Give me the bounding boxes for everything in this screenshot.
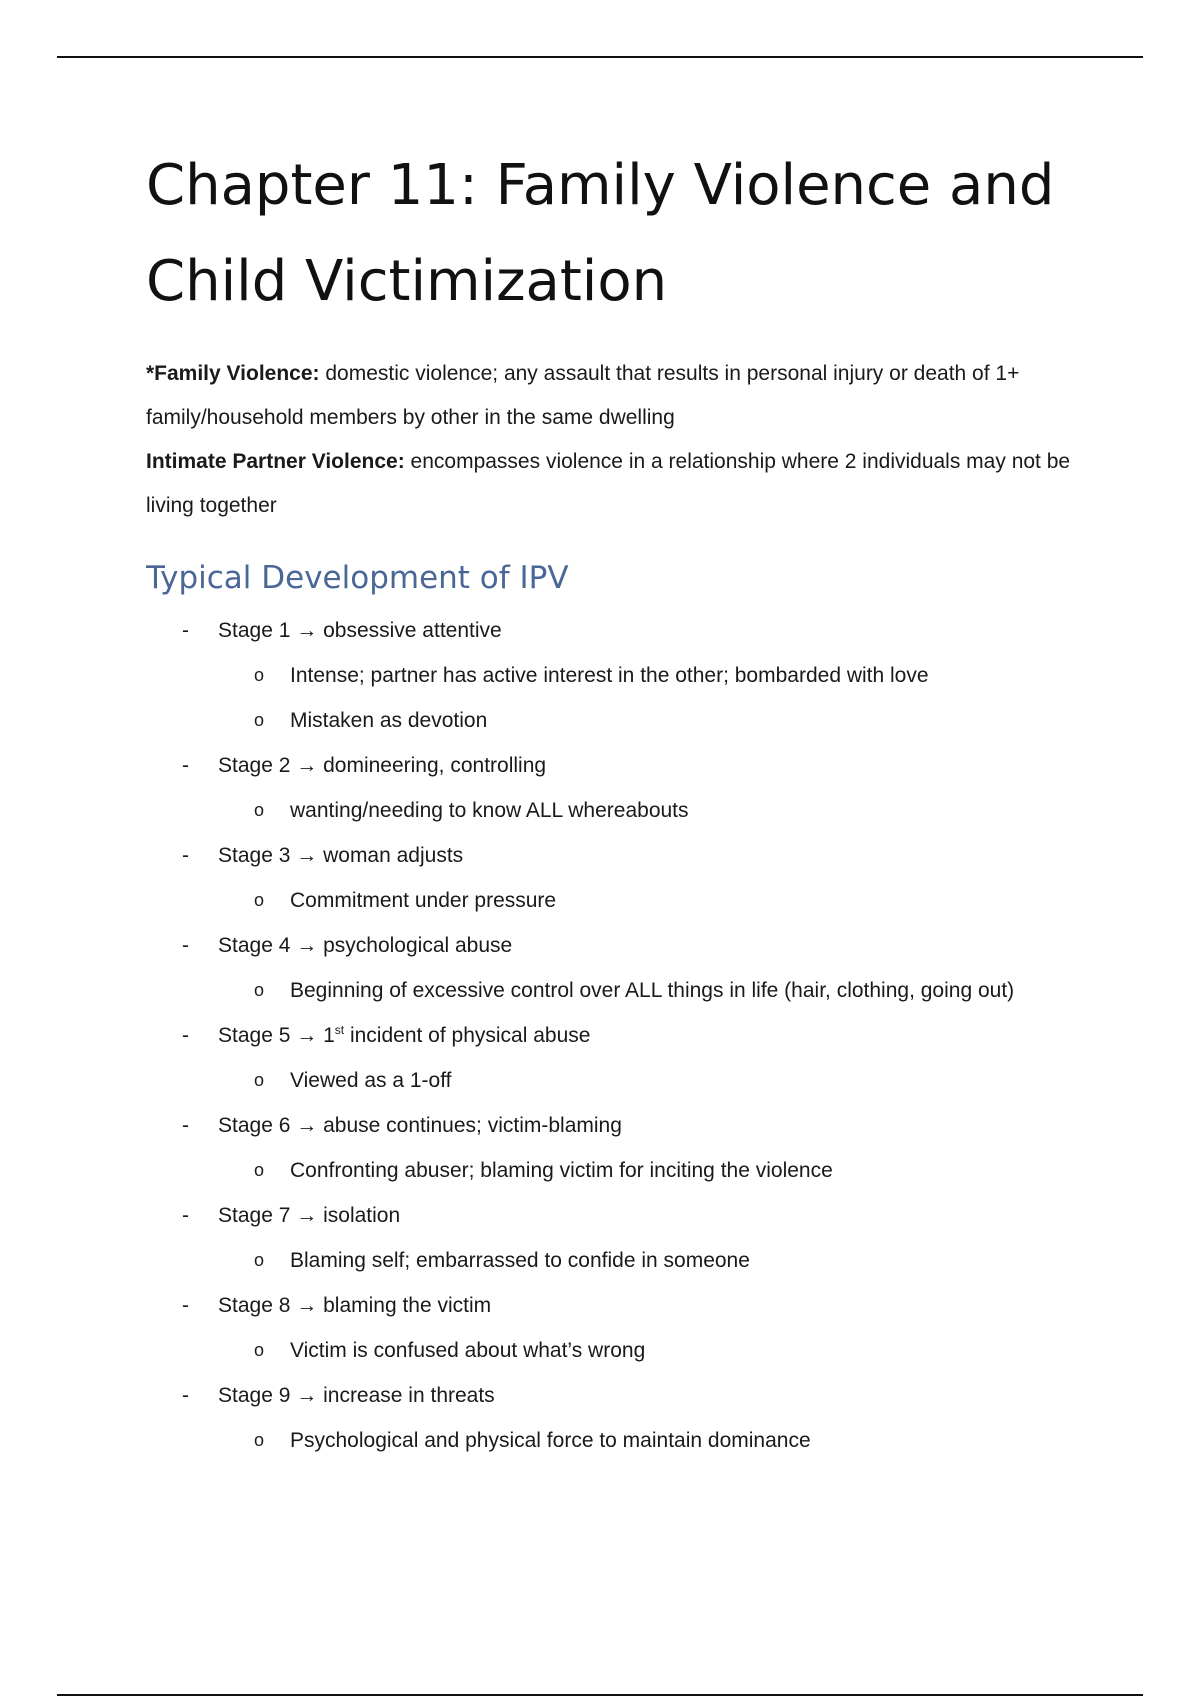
- dash-bullet: -: [182, 754, 189, 777]
- subpoint-text: Confronting abuser; blaming victim for inciting the violence: [290, 1159, 833, 1182]
- subpoint-item: [218, 878, 1106, 923]
- stage-description: increase in threats: [323, 1384, 495, 1407]
- dash-bullet: -: [182, 1294, 189, 1317]
- page-title: [146, 138, 1106, 330]
- circle-bullet-icon: o: [254, 1430, 265, 1450]
- arrow-right-icon: →: [296, 619, 318, 642]
- stage-subpoints: [218, 1148, 1106, 1193]
- arrow-right-icon: →: [296, 1294, 318, 1317]
- stage-subpoints: [218, 1328, 1106, 1373]
- stage-item: [146, 923, 1106, 1013]
- subpoint-item: [218, 1058, 1106, 1103]
- stage-item: [146, 1013, 1106, 1103]
- stage-subpoints: [218, 1058, 1106, 1103]
- stage-label: Stage 9: [218, 1384, 291, 1407]
- stage-item: [146, 1283, 1106, 1373]
- title-line-2: Child Victimization: [146, 249, 668, 314]
- stage-description: incident of physical abuse: [344, 1024, 591, 1047]
- definition-text: encompasses violence in a relationship where 2 individuals may not be living together: [146, 450, 1071, 517]
- arrow-right-icon: →: [296, 1384, 318, 1407]
- definition-term: *Family Violence:: [146, 362, 320, 385]
- arrow-right-icon: →: [296, 1114, 318, 1137]
- dash-bullet: -: [182, 844, 189, 867]
- stage-description: woman adjusts: [323, 844, 464, 867]
- definition-family-violence: [146, 352, 1106, 440]
- stage-label: Stage 2: [218, 754, 291, 777]
- subpoint-item: [218, 968, 1106, 1013]
- stage-description: abuse continues; victim-blaming: [323, 1114, 622, 1137]
- stage-item: [146, 1193, 1106, 1283]
- circle-bullet-icon: o: [254, 1340, 265, 1360]
- stage-subpoints: [218, 1238, 1106, 1283]
- stage-label: Stage 8: [218, 1294, 291, 1317]
- stage-label: Stage 1: [218, 619, 291, 642]
- circle-bullet-icon: o: [254, 1070, 265, 1090]
- subpoint-text: wanting/needing to know ALL whereabouts: [290, 799, 689, 822]
- stage-item: [146, 833, 1106, 923]
- subpoint-item: [218, 698, 1106, 743]
- stage-description: isolation: [323, 1204, 401, 1227]
- circle-bullet-icon: o: [254, 890, 265, 910]
- circle-bullet-icon: o: [254, 1250, 265, 1270]
- stage-description: obsessive attentive: [323, 619, 502, 642]
- dash-bullet: -: [182, 934, 189, 957]
- subpoint-text: Beginning of excessive control over ALL things in life (hair, clothing, going out): [290, 979, 1015, 1002]
- subpoint-text: Commitment under pressure: [290, 889, 557, 912]
- dash-bullet: -: [182, 619, 189, 642]
- definition-term: Intimate Partner Violence:: [146, 450, 405, 473]
- stage-subpoints: [218, 968, 1106, 1013]
- subpoint-item: [218, 1418, 1106, 1463]
- dash-bullet: -: [182, 1204, 189, 1227]
- stage-item: [146, 1373, 1106, 1463]
- title-line-1: Chapter 11: Family Violence and: [146, 153, 1055, 218]
- stage-ordinal-suffix: st: [334, 1023, 345, 1037]
- dash-bullet: -: [182, 1024, 189, 1047]
- dash-bullet: -: [182, 1114, 189, 1137]
- stage-description: blaming the victim: [323, 1294, 492, 1317]
- arrow-right-icon: →: [296, 844, 318, 867]
- footer-rule: [57, 1694, 1143, 1696]
- subpoint-text: Victim is confused about what’s wrong: [290, 1339, 646, 1362]
- stage-subpoints: [218, 878, 1106, 923]
- circle-bullet-icon: o: [254, 800, 265, 820]
- stage-subpoints: [218, 1418, 1106, 1463]
- definition-text: domestic violence; any assault that results in personal injury or death of 1+ family/household members by other in the same dwelling: [146, 362, 1020, 429]
- subpoint-item: [218, 788, 1106, 833]
- stage-list: [146, 608, 1106, 1463]
- stage-label: Stage 6: [218, 1114, 291, 1137]
- subpoint-text: Blaming self; embarrassed to confide in someone: [290, 1249, 750, 1272]
- stage-ordinal: 1: [323, 1024, 335, 1047]
- arrow-right-icon: →: [296, 754, 318, 777]
- arrow-right-icon: →: [296, 1024, 318, 1047]
- stage-label: Stage 5: [218, 1024, 291, 1047]
- subpoint-item: [218, 1238, 1106, 1283]
- stage-subpoints: [218, 788, 1106, 833]
- circle-bullet-icon: o: [254, 1160, 265, 1180]
- circle-bullet-icon: o: [254, 980, 265, 1000]
- stage-item: [146, 1103, 1106, 1193]
- circle-bullet-icon: o: [254, 665, 265, 685]
- definition-ipv: [146, 440, 1106, 528]
- arrow-right-icon: →: [296, 934, 318, 957]
- subpoint-text: Intense; partner has active interest in the other; bombarded with love: [290, 664, 929, 687]
- stage-item: [146, 743, 1106, 833]
- subpoint-text: Viewed as a 1-off: [290, 1069, 452, 1092]
- stage-label: Stage 7: [218, 1204, 291, 1227]
- stage-label: Stage 4: [218, 934, 291, 957]
- arrow-right-icon: →: [296, 1204, 318, 1227]
- section-heading: Typical Development of IPV: [146, 560, 569, 596]
- subpoint-item: [218, 1328, 1106, 1373]
- stage-subpoints: [218, 653, 1106, 743]
- header-rule: [57, 56, 1143, 58]
- stage-item: [146, 608, 1106, 743]
- subpoint-item: [218, 653, 1106, 698]
- circle-bullet-icon: o: [254, 710, 265, 730]
- subpoint-text: Mistaken as devotion: [290, 709, 488, 732]
- document-page: [146, 138, 1106, 1463]
- stage-label: Stage 3: [218, 844, 291, 867]
- subpoint-text: Psychological and physical force to maintain dominance: [290, 1429, 811, 1452]
- stage-description: domineering, controlling: [323, 754, 547, 777]
- dash-bullet: -: [182, 1384, 189, 1407]
- subpoint-item: [218, 1148, 1106, 1193]
- stage-description: psychological abuse: [323, 934, 513, 957]
